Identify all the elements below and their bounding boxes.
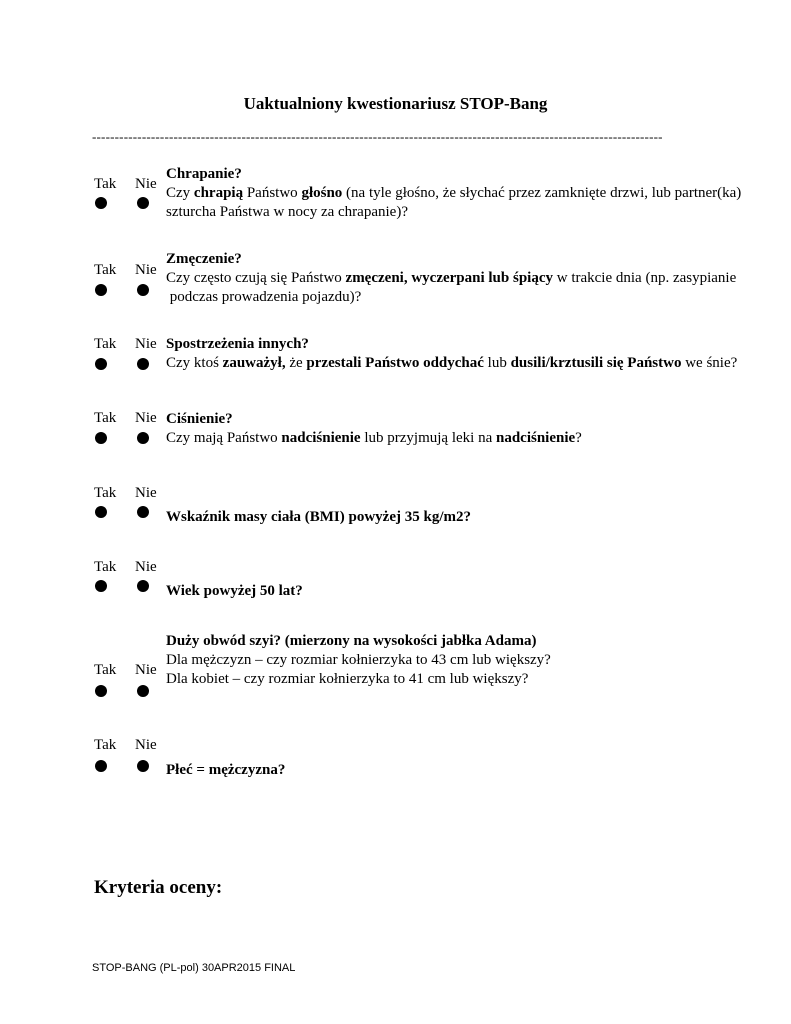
question-line: Czy często czują się Państwo zmęczeni, wyczerpani lub śpiący w trakcie dnia (np. zasypianie	[166, 270, 737, 286]
question-text	[166, 165, 741, 222]
no-radio[interactable]	[137, 506, 149, 518]
yes-label: Tak	[94, 737, 117, 753]
yes-label: Tak	[94, 485, 117, 501]
no-radio[interactable]	[137, 760, 149, 772]
yes-radio[interactable]	[95, 197, 107, 209]
no-label: Nie	[135, 262, 157, 278]
no-radio[interactable]	[137, 284, 149, 296]
question-text	[166, 582, 303, 601]
question-text	[166, 508, 471, 527]
yes-radio[interactable]	[95, 685, 107, 697]
question-line: podczas prowadzenia pojazdu)?	[166, 289, 362, 305]
question-heading: Spostrzeżenia innych?	[166, 336, 309, 352]
no-radio[interactable]	[137, 358, 149, 370]
separator-line: ------------------------------------------------------------------------------------------------------------------------------	[92, 129, 663, 144]
no-radio[interactable]	[137, 197, 149, 209]
no-label: Nie	[135, 176, 157, 192]
question-line: Dla mężczyzn – czy rozmiar kołnierzyka to 43 cm lub większy?	[166, 652, 551, 668]
no-radio[interactable]	[137, 685, 149, 697]
question-line: Czy chrapią Państwo głośno (na tyle głośno, że słychać przez zamknięte drzwi, lub partner(ka)	[166, 185, 742, 201]
no-radio[interactable]	[137, 580, 149, 592]
question-heading: Płeć = mężczyzna?	[166, 762, 286, 778]
question-line: szturcha Państwa w nocy za chrapanie)?	[166, 204, 408, 220]
yes-radio[interactable]	[95, 284, 107, 296]
question-heading: Chrapanie?	[166, 166, 242, 182]
question-line: Czy ktoś zauważył, że przestali Państwo oddychać lub dusili/krztusili się Państwo we śnie?	[166, 355, 738, 371]
question-heading: Ciśnienie?	[166, 411, 233, 427]
question-text	[166, 250, 736, 307]
no-label: Nie	[135, 410, 157, 426]
question-heading: Wiek powyżej 50 lat?	[166, 583, 303, 599]
yes-label: Tak	[94, 410, 117, 426]
question-line: Czy mają Państwo nadciśnienie lub przyjmują leki na nadciśnienie?	[166, 430, 582, 446]
question-text	[166, 761, 285, 780]
yes-radio[interactable]	[95, 580, 107, 592]
question-text	[166, 632, 551, 689]
yes-radio[interactable]	[95, 358, 107, 370]
no-radio[interactable]	[137, 432, 149, 444]
question-heading: Duży obwód szyi? (mierzony na wysokości jabłka Adama)	[166, 633, 537, 649]
question-heading: Wskaźnik masy ciała (BMI) powyżej 35 kg/m2?	[166, 509, 471, 525]
no-label: Nie	[135, 662, 157, 678]
yes-label: Tak	[94, 662, 117, 678]
yes-label: Tak	[94, 559, 117, 575]
page-title: Uaktualniony kwestionariusz STOP-Bang	[243, 94, 548, 113]
question-heading: Zmęczenie?	[166, 251, 242, 267]
yes-label: Tak	[94, 336, 117, 352]
question-text	[166, 410, 582, 448]
yes-label: Tak	[94, 262, 117, 278]
question-line: Dla kobiet – czy rozmiar kołnierzyka to 41 cm lub większy?	[166, 671, 529, 687]
yes-radio[interactable]	[95, 506, 107, 518]
no-label: Nie	[135, 485, 157, 501]
no-label: Nie	[135, 737, 157, 753]
question-text	[166, 335, 737, 373]
yes-radio[interactable]	[95, 760, 107, 772]
no-label: Nie	[135, 559, 157, 575]
yes-label: Tak	[94, 176, 117, 192]
footer-text: STOP-BANG (PL-pol) 30APR2015 FINAL	[92, 962, 296, 974]
criteria-heading: Kryteria oceny:	[94, 877, 223, 898]
yes-radio[interactable]	[95, 432, 107, 444]
no-label: Nie	[135, 336, 157, 352]
